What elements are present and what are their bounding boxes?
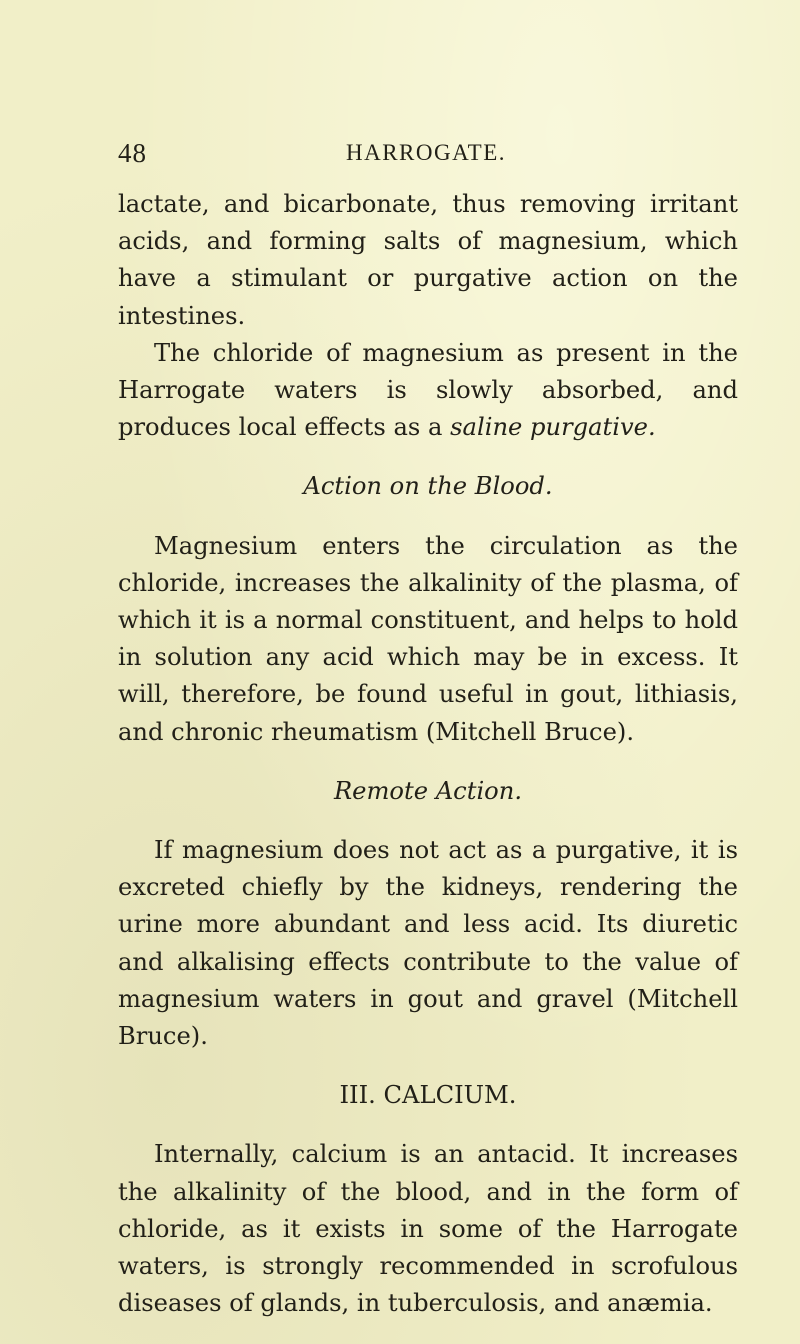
paragraph-blood: Magnesium enters the circulation as the chloride, increases the alkalinity of the plasma, of which it is a normal constituent, and helps to hold in solution any acid which may be in excess. It will, therefore, be found useful in gout, lithiasis, and chronic rheumatism (Mitchell Bruce).	[118, 531, 738, 746]
running-title: HARROGATE.	[346, 140, 507, 165]
paragraph-chloride	[118, 335, 738, 447]
paragraph-continuation: lactate, and bicarbonate, thus removing irritant acids, and forming salts of magnesium, which have a stimulant or purgative action on the intestines.	[118, 190, 738, 330]
paragraph-remote: If magnesium does not act as a purgative, it is excreted chiefly by the kidneys, rendering the urine more abundant and less acid. Its diuretic and alkalising effects contribute to the value of magnesium waters in gout and gravel (Mitchell Bruce).	[118, 836, 738, 1051]
emphasis-saline-purgative: saline purgative.	[450, 413, 656, 442]
section-heading-blood: Action on the Blood.	[303, 472, 553, 501]
body-text	[118, 186, 738, 1322]
paragraph-chloride-text: The chloride of magnesium as present in the Harrogate waters is slowly absorbed, and produces local effects as a	[118, 338, 738, 442]
page-number: 48	[118, 138, 147, 168]
paragraph-calcium: Internally, calcium is an antacid. It increases the alkalinity of the blood, and in the form of chloride, as it exists in some of the Harrogate waters, is strongly recommended in scrofulous diseases of glands, in tuberculosis, and anæmia.	[118, 1140, 738, 1318]
section-heading-calcium: III. CALCIUM.	[339, 1081, 517, 1110]
section-heading-remote: Remote Action.	[333, 776, 523, 805]
running-head	[118, 138, 718, 174]
